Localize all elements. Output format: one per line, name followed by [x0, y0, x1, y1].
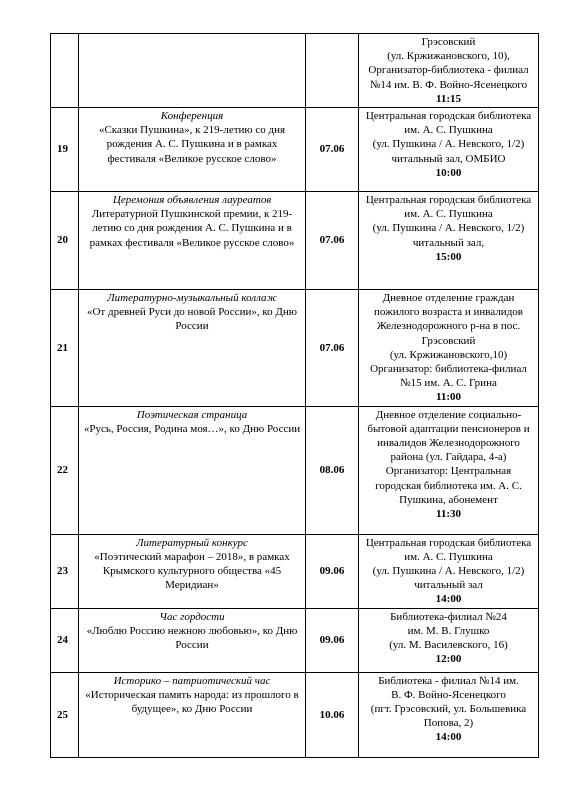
table-row	[51, 108, 539, 192]
location-line: (ул. М. Василевского, 16)	[389, 639, 508, 652]
event-location	[359, 34, 539, 108]
location-line: Центральная городская библиотека	[365, 536, 532, 549]
event-location	[359, 192, 539, 290]
event-date	[306, 34, 359, 108]
location-line: Железнодорожного р-на в пос.	[376, 320, 521, 333]
event-time: 15:00	[435, 250, 462, 263]
row-number: 19	[51, 108, 79, 192]
event-date: 08.06	[306, 406, 359, 534]
location-line: (ул. Кржижановского, 10),	[387, 50, 510, 63]
row-number: 25	[51, 672, 79, 757]
event-title: «Историческая память народа: из прошлого в будущее», ко Дню России	[85, 688, 299, 716]
location-line: В. Ф. Войно-Ясенецкого	[391, 688, 506, 701]
event-title: «Русь, Россия, Родина моя…», ко Дню России	[83, 422, 301, 435]
event-location	[359, 406, 539, 534]
event-title: «Сказки Пушкина», к 219-летию со дня рождения А. С. Пушкина и в рамках фестиваля «Великое русское слово»	[98, 124, 286, 165]
event-date: 07.06	[306, 290, 359, 407]
location-line: Организатор: библиотека-филиал	[370, 363, 527, 376]
event-date: 09.06	[306, 608, 359, 672]
table-row	[51, 406, 539, 534]
location-line: Организатор-библиотека - филиал	[368, 64, 529, 77]
event-date: 07.06	[306, 108, 359, 192]
event-time: 11:00	[435, 391, 462, 404]
location-line: Организатор: Центральная	[385, 465, 512, 478]
event-title: Литературной Пушкинской премии, к 219-летию со дня рождения А. С. Пушкина и в рамках фестиваля «Великое русское слово»	[89, 208, 295, 249]
event-time: 11:30	[435, 508, 462, 521]
event-location	[359, 608, 539, 672]
location-line: (пгт. Грэсовский, ул. Большевика	[370, 703, 527, 716]
location-line: района (ул. Гайдара, 4-а)	[390, 451, 507, 464]
table-row	[51, 192, 539, 290]
location-line: пожилого возраста и инвалидов	[374, 306, 523, 319]
table-row	[51, 534, 539, 608]
event-type: Церемония объявления лауреатов	[112, 194, 272, 207]
event-cell	[79, 290, 306, 407]
event-cell	[79, 608, 306, 672]
event-title: «Поэтический марафон – 2018», в рамках Крымского культурного общества «45 Меридиан»	[94, 550, 290, 592]
event-cell	[79, 34, 306, 108]
event-cell	[79, 406, 306, 534]
location-line: инвалидов Железнодорожного	[377, 437, 520, 450]
event-type: Поэтическая страница	[136, 408, 248, 421]
row-number: 24	[51, 608, 79, 672]
location-line: Дневное отделение социально-	[375, 408, 522, 421]
row-number: 21	[51, 290, 79, 407]
location-line: Грэсовский	[421, 36, 476, 48]
location-line: бытовой адаптации пенсионеров и	[367, 422, 530, 435]
event-location	[359, 290, 539, 407]
event-cell	[79, 192, 306, 290]
location-line: городская библиотека им. А. С.	[375, 479, 522, 492]
event-date: 09.06	[306, 534, 359, 608]
location-line: читальный зал	[414, 579, 483, 592]
event-location	[359, 672, 539, 757]
row-number: 20	[51, 192, 79, 290]
event-time: 14:00	[435, 731, 462, 744]
location-line: Пушкина, абонемент	[399, 493, 498, 506]
location-line: Грэсовский	[421, 334, 476, 347]
row-number: 23	[51, 534, 79, 608]
location-line: читальный зал,	[412, 236, 485, 249]
event-date: 07.06	[306, 192, 359, 290]
location-line: им. М. В. Глушко	[407, 624, 490, 637]
event-location	[359, 534, 539, 608]
event-time: 14:00	[435, 593, 462, 606]
event-type: Историко – патриотический час	[113, 674, 271, 687]
event-type: Конференция	[160, 110, 224, 123]
location-line: им. А. С. Пушкина	[404, 550, 493, 563]
event-type: Литературно-музыкальный коллаж	[107, 292, 277, 305]
location-line: им. А. С. Пушкина	[404, 208, 493, 221]
location-line: (ул. Пушкина / А. Невского, 1/2)	[372, 565, 525, 578]
location-line: (ул. Пушкина / А. Невского, 1/2)	[372, 138, 525, 151]
event-type: Литературный конкурс	[136, 536, 248, 549]
location-line: им. А. С. Пушкина	[404, 124, 493, 137]
table-row	[51, 290, 539, 407]
event-date: 10.06	[306, 672, 359, 757]
event-time: 11:15	[435, 92, 462, 105]
location-line: читальный зал, ОМБИО	[391, 152, 506, 165]
event-cell	[79, 672, 306, 757]
event-cell	[79, 108, 306, 192]
table-row	[51, 34, 539, 108]
location-line: Попова, 2)	[423, 717, 474, 730]
events-table	[50, 33, 539, 758]
location-line: №14 им. В. Ф. Войно-Ясенецкого	[369, 78, 528, 91]
location-line: (ул. Пушкина / А. Невского, 1/2)	[372, 222, 525, 235]
event-time: 12:00	[435, 653, 462, 666]
location-line: Библиотека - филиал №14 им.	[378, 674, 519, 687]
event-cell	[79, 534, 306, 608]
location-line: Дневное отделение граждан	[382, 292, 515, 305]
location-line: (ул. Кржижановского,10)	[389, 348, 508, 361]
events-table-body	[51, 34, 539, 758]
event-title: «Люблю Россию нежною любовью», ко Дню России	[86, 624, 298, 652]
event-location	[359, 108, 539, 192]
row-number: 22	[51, 406, 79, 534]
event-type: Час гордости	[159, 610, 225, 623]
event-title: «От древней Руси до новой России», ко Дню России	[86, 306, 297, 333]
table-row	[51, 672, 539, 757]
row-number	[51, 34, 79, 108]
location-line: Центральная городская библиотека	[365, 194, 532, 207]
location-line: Центральная городская библиотека	[365, 110, 532, 123]
location-line: Библиотека-филиал №24	[390, 610, 507, 623]
location-line: №15 им. А. С. Грина	[400, 377, 497, 390]
event-time: 10:00	[435, 166, 462, 179]
table-row	[51, 608, 539, 672]
